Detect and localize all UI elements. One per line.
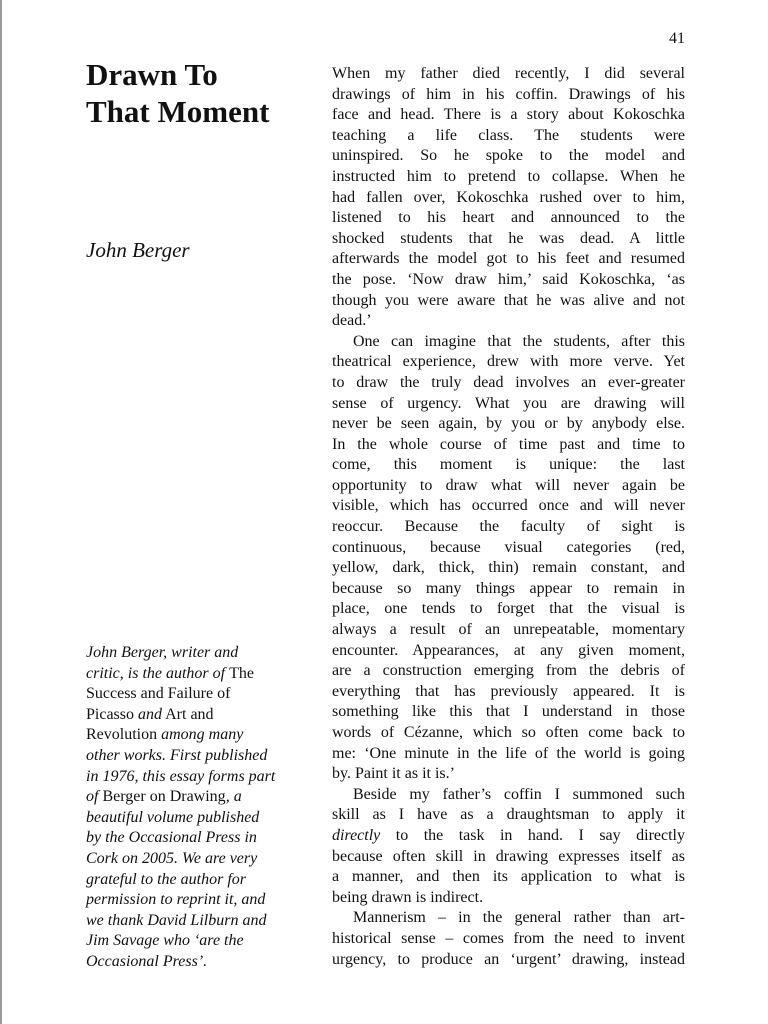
- bio-line: [86, 684, 326, 705]
- body-line: instructed him to pretend to collapse. When he: [332, 167, 685, 185]
- bio-line: [86, 643, 326, 664]
- title-line: That Moment: [86, 94, 270, 129]
- body-line: something like this that I understand in those: [332, 703, 685, 721]
- body-line: words of Cézanne, which so often come back to: [332, 724, 685, 741]
- bio-segment: permission to reprint it, and: [86, 891, 266, 909]
- author-bio: [86, 643, 326, 973]
- body-line: uninspired. So he spoke to the model and: [332, 147, 685, 165]
- body-line: to draw the truly dead involves an ever-greater: [332, 373, 685, 391]
- body-line: always a result of an unrepeatable, momentary: [332, 621, 685, 639]
- article-title: [86, 56, 316, 130]
- bio-line: [86, 870, 326, 891]
- bio-segment: Picasso: [86, 705, 138, 723]
- body-line: because often skill in drawing expresses itself as: [332, 847, 685, 865]
- body-line: Mannerism – in the general rather than art-: [353, 909, 685, 927]
- body-line: shocked students that he was dead. A little: [332, 229, 685, 247]
- body-line: by. Paint it as it is.’: [332, 765, 455, 783]
- bio-line: [86, 746, 326, 767]
- bio-segment: Success and Failure of: [86, 685, 231, 703]
- bio-segment: among many: [161, 726, 244, 744]
- page-number: 41: [669, 30, 685, 47]
- body-line: face and head. There is a story about Kokoschka: [332, 106, 685, 124]
- body-line: listened to his heart and announced to the: [332, 209, 685, 227]
- bio-segment: beautiful volume published: [86, 808, 260, 826]
- bio-line: [86, 828, 326, 849]
- body-line: afterwards the model got to his feet and resumed: [332, 250, 685, 268]
- bio-segment: other works. First published: [86, 746, 268, 764]
- bio-segment: Art and: [162, 705, 214, 723]
- bio-line: [86, 849, 326, 870]
- body-line: had fallen over, Kokoschka rushed over to him,: [332, 188, 685, 206]
- bio-segment: grateful to the author for: [86, 870, 246, 888]
- bio-line: [86, 767, 326, 788]
- body-line: being drawn is indirect.: [332, 888, 484, 906]
- body-line: When my father died recently, I did several: [332, 65, 685, 82]
- bio-segment: Revolution: [86, 726, 162, 744]
- bio-segment: we thank David Lilburn and: [86, 911, 267, 929]
- bio-segment: of: [86, 788, 103, 806]
- body-line: everything that has previously appeared. It is: [332, 682, 685, 700]
- body-line: drawings of him in his coffin. Drawings of his: [332, 85, 685, 103]
- body-line: continuous, because visual categories (red,: [332, 538, 685, 556]
- body-line: reoccur. Because the faculty of sight is: [332, 518, 685, 536]
- author-name: John Berger: [86, 238, 190, 262]
- bio-segment: Berger on Drawing: [102, 788, 226, 806]
- body-line: teaching a life class. The students were: [332, 126, 685, 144]
- body-line: visible, which has occurred once and will never: [332, 497, 685, 515]
- body-segment: directly: [332, 826, 381, 844]
- bio-line: [86, 808, 326, 829]
- body-line: the pose. ‘Now draw him,’ said Kokoschka, ‘as: [332, 270, 685, 288]
- bio-line: [86, 725, 326, 746]
- body-line: because so many things appear to remain in: [332, 579, 685, 597]
- bio-segment: Occasional Press’.: [86, 952, 208, 970]
- body-line: never be seen again, by you or by anybody else.: [332, 415, 685, 433]
- bio-line: [86, 931, 326, 952]
- body-line: historical sense – comes from the need to invent: [332, 929, 685, 947]
- bio-segment: The: [229, 664, 254, 682]
- article-body: [332, 64, 685, 970]
- bio-segment: and: [138, 705, 162, 723]
- body-line: though you were aware that he was alive and not: [332, 291, 685, 309]
- page-left-edge: [0, 0, 2, 1024]
- bio-segment: , a: [225, 788, 242, 806]
- bio-segment: in 1976, this essay forms part: [86, 767, 276, 785]
- bio-segment: by the Occasional Press in: [86, 829, 257, 847]
- body-line: a manner, and then its application to what is: [332, 868, 685, 886]
- body-line: theatrical experience, drew with more verve. Yet: [332, 353, 685, 371]
- body-line: Beside my father’s coffin I summoned such: [353, 785, 685, 803]
- bio-segment: critic, is the author of: [86, 664, 230, 682]
- body-line: yellow, dark, thick, thin) remain constant, and: [332, 559, 685, 577]
- body-line: place, one tends to forget that the visual is: [332, 600, 685, 618]
- body-line: sense of urgency. What you are drawing will: [332, 394, 685, 412]
- body-line: [332, 826, 685, 847]
- bio-line: [86, 890, 326, 911]
- body-line: come, this moment is unique: the last: [332, 456, 685, 474]
- body-line: opportunity to draw what will never again be: [332, 476, 685, 494]
- body-segment: to the task in hand. I say directly: [380, 826, 685, 844]
- bio-line: [86, 705, 326, 726]
- body-line: encounter. Appearances, at any given moment,: [332, 641, 685, 659]
- body-line: me: ‘One minute in the life of the world is going: [332, 744, 685, 762]
- bio-line: [86, 787, 326, 808]
- body-line: In the whole course of time past and time to: [332, 435, 685, 453]
- bio-line: [86, 911, 326, 932]
- bio-segment: John Berger, writer and: [86, 644, 239, 661]
- body-line: are a construction emerging from the debris of: [332, 662, 685, 680]
- bio-line: [86, 664, 326, 685]
- body-line: dead.’: [332, 312, 372, 330]
- body-line: urgency, to produce an ‘urgent’ drawing, instead: [332, 950, 685, 968]
- bio-segment: Cork on 2005. We are very: [86, 849, 258, 867]
- body-line: One can imagine that the students, after this: [353, 332, 685, 350]
- title-line: Drawn To: [86, 57, 218, 92]
- bio-line: [86, 952, 326, 973]
- bio-segment: Jim Savage who ‘are the: [86, 932, 244, 950]
- body-line: skill as I have as a draughtsman to apply it: [332, 806, 685, 824]
